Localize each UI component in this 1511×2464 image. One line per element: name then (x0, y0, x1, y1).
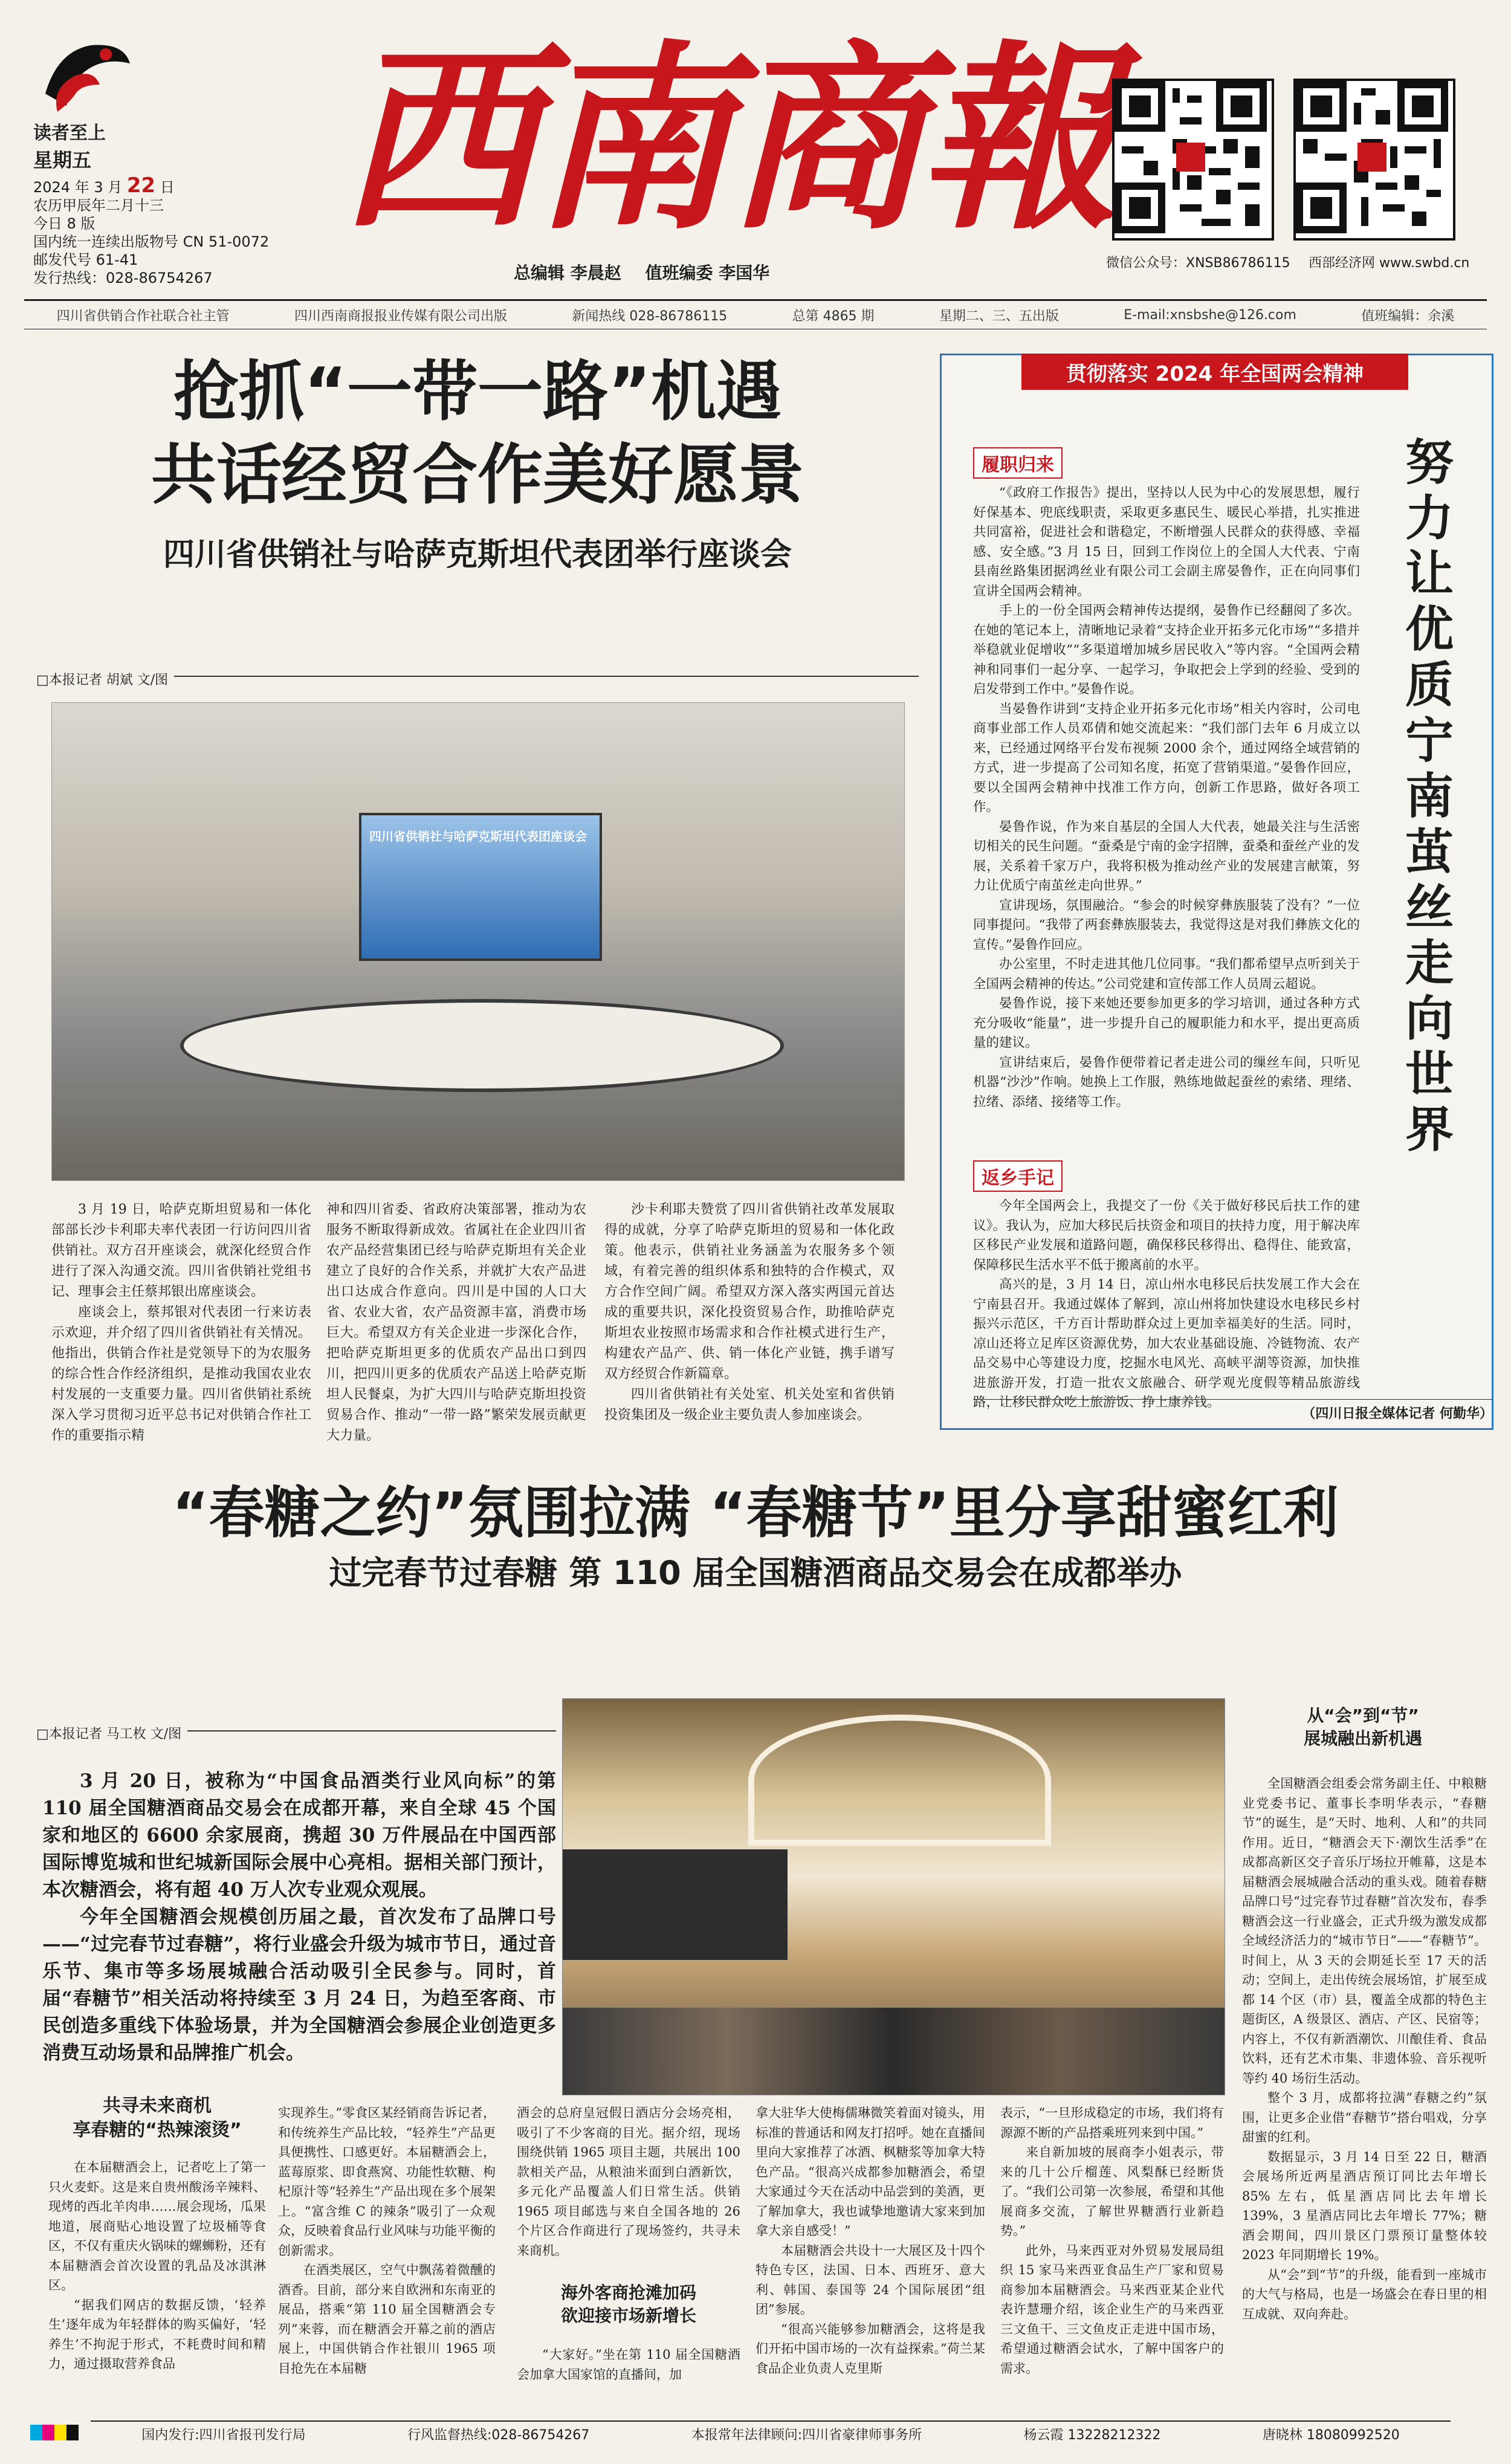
paragraph: 在酒类展区，空气中飘荡着微醺的酒香。目前，部分来自欧洲和东南亚的展品，搭乘“第 110 届全国糖酒会专列”来蓉，而在糖酒会开幕之前的酒店展上，中国供销合作社银川 1965 项目抢先在本届糖 (278, 2263, 496, 2376)
meeting-photo (51, 702, 905, 1181)
footer-bar (91, 2420, 1451, 2446)
expo-photo (562, 1698, 1225, 2095)
article1-column-2 (326, 1200, 586, 1446)
paragraph: “《政府工作报告》提出，坚持以人民为中心的发展思想，履行好保基本、兜底线职责，采取更多惠民生、暖民心举措，扎实推进共同富裕，促进社会和谐稳定，不断增强人民群众的获得感、幸福感、安全感。”3 月 15 日，回到工作岗位上的全国人大代表、宁南县南丝路集团据鸿丝业有限公司工会副主席晏鲁作，正在向同事们宣讲全国两会精神。 (973, 485, 1360, 599)
article1-headline-line1: 抢抓“一带一路”机遇 (173, 354, 781, 430)
paragraph: 表示，“一旦形成稳定的市场，我们将有源源不断的产品搭乘班列来到中国。” (1000, 2106, 1224, 2140)
paragraph: 3 月 20 日，被称为“中国食品酒类行业风向标”的第 110 届全国糖酒商品交易会在成都开幕，来自全球 45 个国家和地区的 6600 余家展商，携超 30 万件展品在中国西部国际博览城和世纪城新国际会展中心亮相。据相关部门预计，本次糖酒会，将有超 40 万人次专业观众观展。 (42, 1770, 556, 1901)
masthead-info (33, 151, 287, 287)
side-subhead: 从“会”到“节” 展城融出新机遇 (1303, 1706, 1422, 1748)
right-section-1 (973, 483, 1360, 1112)
paragraph: 从“会”到“节”的升级，能看到一座城市的大气与格局，也是一场盛会在春日里的相互成就、双向奔赴。 (1242, 2267, 1487, 2321)
tag-hometown-notes: 返乡手记 (973, 1160, 1063, 1192)
paragraph: “大家好。”坐在第 110 届全国糖酒会加拿大国家馆的直播间，加 (517, 2347, 740, 2382)
paragraph: 办公室里，不时走进其他几位同事。“我们都希望早点听到关于全国两会精神的传达。”公司党建和宣传部工作人员周云超说。 (973, 957, 1360, 992)
right-section-2 (973, 1197, 1360, 1413)
paragraph: 今年全国两会上，我提交了一份《关于做好移民后扶工作的建议》。我认为，应加大移民后扶资金和项目的扶持力度，用于解决库区移民产业发展和道路问题，确保移民移得出、稳得住、能致富，保障移民生活水平不低于搬离前的水平。 (973, 1198, 1360, 1273)
print-color-bar (54, 2425, 66, 2440)
sessions-banner: 贯彻落实 2024 年全国两会精神 (1021, 354, 1408, 390)
hotline: 发行热线：028-86754267 (33, 270, 213, 286)
newspaper-logo-icon (33, 27, 136, 118)
print-color-bar (66, 2425, 79, 2440)
qr1-label: 微信公众号：XNSB86786115 (1106, 256, 1290, 271)
meta-item: 总第 4865 期 (792, 308, 875, 324)
footer-item: 国内发行:四川省报刊发行局 (141, 2427, 306, 2443)
paragraph: 来自新加坡的展商李小姐表示，带来的几十公斤榴莲、风梨酥已经断货了。“我们公司第一次参展，希望和其他展商多交流，了解世界糖酒行业新趋势。” (1000, 2145, 1224, 2238)
paragraph: 晏鲁作说，接下来她还要参加更多的学习培训，通过各种方式充分吸收“能量”，进一步提升自己的履职能力和水平，提出更高质量的建议。 (973, 996, 1360, 1050)
cn-number: 国内统一连续出版物号 CN 51-0072 (33, 233, 270, 250)
article1-headline[interactable] (36, 351, 919, 517)
paragraph: “很高兴能够参加糖酒会，这将是我们开拓中国市场的一次有益探索。”荷兰某食品企业负责人克里斯 (756, 2321, 985, 2376)
paragraph: 高兴的是，3 月 14 日，凉山州水电移民后扶发展工作大会在宁南县召开。我通过媒体了解到，凉山州将加快建设水电移民乡村振兴示范区，千方百计帮助群众过上更加幸福美好的生活。同时，凉山还将立足库区资源优势，加大农业基础设施、冷链物流、农产品交易中心等建设力度，挖掘水电风光、高峡平湖等资源，加快推进旅游开发，打造一批农文旅融合、研学观光度假等精品旅游线路，让移民群众吃上旅游饭、挣上康养钱。 (973, 1277, 1360, 1410)
meta-item: 值班编辑：余溪 (1361, 308, 1455, 324)
article2-byline: □本报记者 马工枚 文/图 (36, 1724, 187, 1742)
paragraph: 此外，马来西亚对外贸易发展局组织 15 家马来西亚食品生产厂家和贸易商参加本届糖酒会。马来西亚某企业代表许慧珊介绍，该企业生产的马来西亚三文鱼干、三文鱼皮正走进中国市场，希望通过糖酒会试水，了解中国客户的需求。 (1000, 2243, 1224, 2376)
editors (514, 260, 788, 284)
newspaper-title: 西南商報 (338, 22, 1112, 256)
paragraph: 宣讲结束后，晏鲁作便带着记者走进公司的缫丝车间，只听见机器“沙沙”作响。她换上工作服，熟练地做起蚕丝的索绪、理绪、拉绪、添绪、接绪等工作。 (973, 1055, 1360, 1110)
footer-item: 本报常年法律顾问:四川省豪律师事务所 (691, 2427, 922, 2443)
footer-item: 行风监督热线:028-86754267 (407, 2427, 590, 2443)
paragraph: 沙卡利耶夫赞赏了四川省供销社改革发展取得的成就，分享了哈萨克斯坦的贸易和一体化政策。他表示，供销社业务涵盖为农服务多个领域，有着完善的组织体系和独特的合作模式，双方合作空间广阔。希望双方深入落实两国元首达成的重要共识，深化投资贸易合作，助推哈萨克斯坦农业按照市场需求和合作社模式进行生产，构建农产品产、供、销一体化产业链，携手谱写双方经贸合作新篇章。 (604, 1202, 895, 1382)
paragraph: 数据显示，3 月 14 日至 22 日，糖酒会展场所近两星酒店预订同比去年增长 85% 左右，低星酒店同比去年增长 139%，3 星酒店同比去年增长 77%；糖酒会期间，四川景区门票预订量整体较 2023 年同期增长 19%。 (1242, 2149, 1487, 2262)
article2-column-3 (517, 2103, 740, 2260)
meta-item[interactable]: E-mail:xnsbshe@126.com (1124, 307, 1296, 323)
publication-meta-bar (24, 299, 1487, 329)
paragraph: 拿大驻华大使梅儒琳微笑着面对镜头，用标准的普通话和网友打招呼。她在直播间里向大家推荐了冰酒、枫糖浆等加拿大特色产品。“很高兴成都参加糖酒会，希望大家通过今天在活动中品尝到的美酒，更了解加拿大，我也诚挚地邀请大家来到加拿大亲自感受！” (756, 2106, 985, 2238)
paragraph: 四川省供销社有关处室、机关处室和省供销投资集团及一级企业主要负责人参加座谈会。 (604, 1387, 895, 1423)
website-qr-code-icon[interactable] (1293, 79, 1455, 241)
tag-duty-return: 履职归来 (973, 447, 1063, 479)
postal-code: 邮发代号 61-41 (33, 251, 138, 268)
article2-column-5 (1000, 2103, 1224, 2378)
paragraph: 全国糖酒会组委会常务副主任、中粮糖业党委书记、董事长李明华表示，“春糖节”的诞生，是“天时、地利、人和”的共同作用。近日，“糖酒会天下·潮饮生活季”在成都高新区交子音乐厅场拉开帷幕，这是本届糖酒会展城融合活动的重头戏。随着春糖品牌口号“过完春节过春糖”首次发布，春季糖酒会这一行业盛会，正式升级为激发成都全域经济活力的“城市节日”——“春糖节”。时间上，从 3 天的会期延长至 17 天的活动；空间上，走出传统会展场馆，扩展至成都 14 个区（市）县，覆盖全成都的特色主题街区，A 级景区、酒店、产区、民宿等；内容上，不仅有新酒潮饮、川酿佳肴、食品饮料，还有艺术市集、非遗体验、音乐视听等约 40 场衍生活动。 (1242, 1776, 1487, 2086)
chief-editor: 总编辑 李晨赵 (514, 263, 621, 283)
article2-column-2 (278, 2103, 496, 2378)
duty-editor: 值班编委 李国华 (645, 263, 770, 283)
footer-item: 唐晓林 18080992520 (1262, 2427, 1400, 2443)
paragraph: 本届糖酒会共设十一大展区及十四个特色专区，法国、日本、西班牙、意大利、韩国、泰国等 24 个国际展团“组团”参展。 (756, 2243, 985, 2317)
paragraph: 实现养生。”零食区某经销商告诉记者，和传统养生产品比较，“轻养生”产品更具便携性、口感更好。本届糖酒会上，蓝莓原浆、即食燕窝、功能性软糖、枸杞原汁等“轻养生”产品出现在多个展架上。“富含维 C 的辣条”吸引了一众观众，反映着食品行业风味与功能平衡的创新需求。 (278, 2106, 496, 2258)
paragraph: 3 月 19 日，哈萨克斯坦贸易和一体化部部长沙卡利耶夫率代表团一行访问四川省供销社。双方召开座谈会，就深化经贸合作进行了深入沟通交流。四川省供销社党组书记、理事会主任蔡邦银出席座谈会。 (51, 1202, 311, 1299)
paragraph: 在本届糖酒会上，记者吃上了第一只火麦虾。这是来自贵州酸汤辛辣料、现烤的西北羊肉串……展会现场，瓜果地道，展商贴心地设置了垃圾桶等食区，不仅有重庆火锅味的螺蛳粉，还有本届糖酒会首次设置的乳品及冰淇淋区。 (48, 2160, 266, 2292)
article2-column-1 (48, 2158, 266, 2374)
paragraph: 座谈会上，蔡邦银对代表团一行来访表示欢迎，并介绍了四川省供销社有关情况。他指出，供销合作社是党领导下的为农服务的综合性合作经济组织，是推动我国农业农村发展的一支重要力量。四川省供销社系统深入学习贯彻习近平总书记对供销合作社工作的重要指示精 (51, 1305, 311, 1443)
reporter-signature: （四川日报全媒体记者 何勤华） (973, 1399, 1493, 1422)
article2-lead (42, 1768, 556, 2067)
paragraph: 晏鲁作说，作为来自基层的全国人大代表，她最关注与生活密切相关的民生问题。“蚕桑是宁南的金字招牌，蚕桑和蚕丝产业的发展，关系着千家万户，我将积极为推动丝产业的发展建言献策，努力让优质宁南茧丝走向世界。” (973, 819, 1360, 893)
article2-column-4 (756, 2103, 985, 2378)
issue-date: 2024 年 3 月 22 日 (33, 173, 175, 198)
paragraph: 整个 3 月，成都将拉满“春糖之约”氛围，让更多企业借“春糖节”搭台唱戏，分享甜蜜的红利。 (1242, 2091, 1487, 2144)
article1-column-1 (51, 1200, 311, 1446)
photo-screen-caption: 四川省供销社与哈萨克斯坦代表团座谈会 (369, 829, 587, 844)
meta-item: 新闻热线 028-86786115 (572, 308, 728, 324)
article1-column-3 (604, 1200, 895, 1426)
expo-crowd (563, 2008, 1225, 2095)
paragraph: “据我们网店的数据反馈，‘轻养生’逐年成为年轻群体的购买偏好，‘轻养生’不拘泥于形式，不耗费时间和精力，通过摄取营养食品 (48, 2297, 266, 2371)
print-color-bar (42, 2425, 54, 2440)
paragraph: 手上的一份全国两会精神传达提纲，晏鲁作已经翻阅了多次。在她的笔记本上，清晰地记录着“支持企业开拓多元化市场”“多措并举稳就业促增收”“多渠道增加城乡居民收入”等内容。“全国两会精神和同事们一起分享、一起学习，争取把会上学到的经验、受到的启发带到工作中。”晏鲁作说。 (973, 603, 1360, 697)
print-color-bar (30, 2425, 42, 2440)
article2-side-column (1242, 1774, 1487, 2324)
article1-headline-line2: 共话经贸合作美好愿景 (150, 438, 804, 513)
paragraph: 今年全国糖酒会规模创历届之最，首次发布了品牌口号——“过完春节过春糖”，将行业盛会升级为城市节日，通过音乐节、集市等多场展城融合活动吸引全民参与。同时，首届“春糖节”相关活动将持续至 3 月 24 日，为趋至客商、市民创造多重线下体验场景，并为全国糖酒会参展企业创造更多消费互动场景和品牌推广机会。 (42, 1906, 556, 2064)
wechat-qr-code-icon[interactable] (1112, 79, 1274, 241)
paragraph: 神和四川省委、省政府决策部署，推动为农服务不断取得新成效。省属社在企业四川省农产品经营集团已经与哈萨克斯坦有关企业建立了良好的合作关系，并就扩大农产品进出口达成合作意向。四川是中国的人口大省、农业大省，农产品资源丰富，消费市场巨大。希望双方有关企业进一步深化合作，把哈萨克斯坦更多的优质农产品出口到四川，把四川更多的优质农产品送上哈萨克斯坦人民餐桌，为扩大四川与哈萨克斯坦投资贸易合作、推动“一带一路”繁荣发展贡献更大力量。 (326, 1202, 586, 1443)
qr2-label: 西部经济网 www.swbd.cn (1309, 256, 1470, 271)
meta-item: 四川省供销合作社联合社主管 (56, 308, 230, 324)
expo-booth (563, 1849, 788, 1960)
footer-item: 杨云霞 13228212322 (1023, 2427, 1161, 2443)
conference-table (180, 999, 784, 1092)
vertical-headline[interactable]: 努力让优质宁南茧丝走向世界 (1405, 435, 1454, 1158)
article2-column-3b (517, 2345, 740, 2384)
paragraph: 当晏鲁作讲到“支持企业开拓多元化市场”相关内容时，公司电商事业部工作人员邓倩和她交流起来：“我们部门去年 6 月成立以来，已经通过网络平台发布视频 2000 余个，通过网络全域营销的方式，进一步提高了公司知名度，拓宽了营销渠道。”晏鲁作回应，要以全国两会精神中找准工作方向，创新工作思路，做好各项工作。 (973, 701, 1360, 815)
article2-headline[interactable]: “春糖之约”氛围拉满 “春糖节”里分享甜蜜红利 (172, 1481, 1339, 1545)
box-subhead: 共寻未来商机 享春糖的“热辣滚烫” (73, 2095, 242, 2141)
weekday: 星期五 (33, 149, 92, 172)
expo-arch (748, 1715, 1052, 1846)
meta-item: 四川西南商报报业传媒有限公司出版 (294, 308, 508, 324)
column3-subhead: 海外客商抢滩加码 欲迎接市场新增长 (560, 2283, 696, 2326)
article1-byline: □本报记者 胡斌 文/图 (36, 670, 174, 688)
article2-subhead: 过完春节过春糖 第 110 届全国糖酒商品交易会在成都举办 (329, 1554, 1182, 1592)
article1-subhead: 四川省供销社与哈萨克斯坦代表团举行座谈会 (163, 537, 792, 573)
page-count: 今日 8 版 (33, 215, 95, 232)
meta-item: 星期二、三、五出版 (939, 308, 1059, 324)
paragraph: 宣讲现场，氛围融洽。“参会的时候穿彝族服装了没有？”一位同事提问。“我带了两套彝族服装去，我觉得这是对我们彝族文化的宣传。”晏鲁作回应。 (973, 897, 1360, 952)
lunar-date: 农历甲辰年二月十三 (33, 197, 164, 214)
slogan: 读者至上 (33, 123, 106, 144)
paragraph: 酒会的总府皇冠假日酒店分会场亮相，吸引了不少客商的目光。据介绍，现场围绕供销 1965 项目主题，共展出 100 款相关产品，从粮油米面到白酒新饮，多元化产品覆盖人们日常生活。供销 1965 项目邮选与来自全国各地的 26 个片区合作商进行了现场签约，共寻未来商机。 (517, 2106, 740, 2258)
